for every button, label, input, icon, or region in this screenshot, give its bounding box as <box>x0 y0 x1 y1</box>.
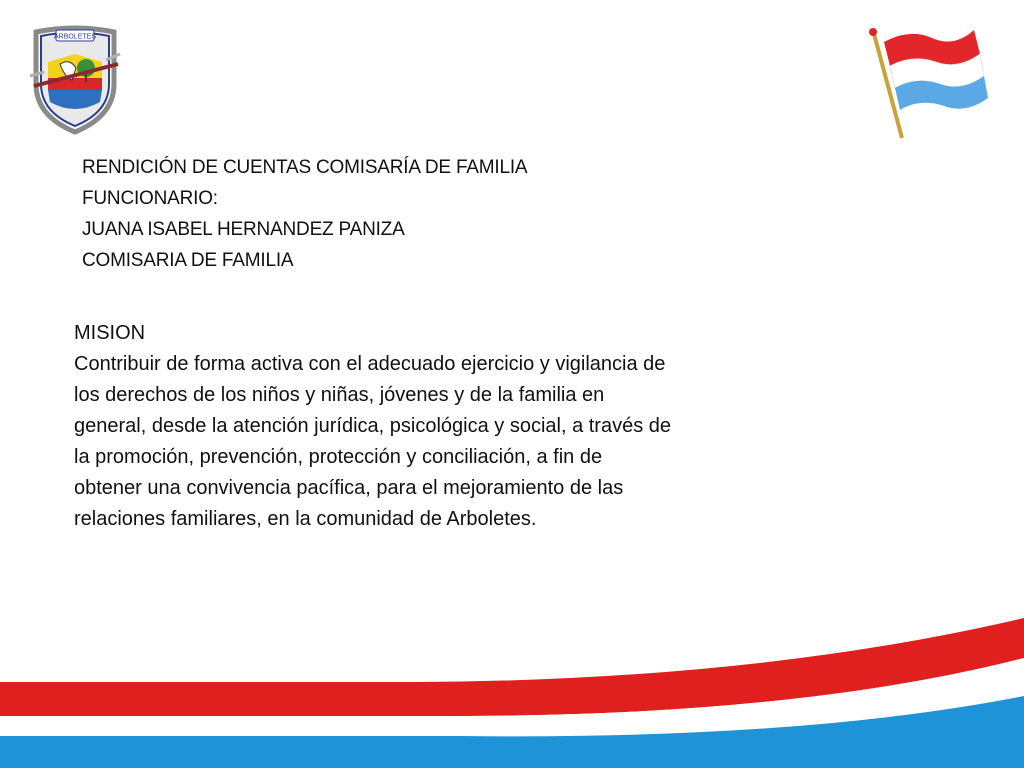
report-header <box>82 152 527 276</box>
mission-section <box>74 318 774 535</box>
report-title: RENDICIÓN DE CUENTAS COMISARÍA DE FAMILIA <box>82 157 528 178</box>
official-label: FUNCIONARIO: <box>82 188 218 209</box>
flag-swoosh-decoration <box>0 610 1024 768</box>
shield-banner-text: ARBOLETES <box>53 33 97 41</box>
mission-title: MISION <box>74 322 146 344</box>
official-position: COMISARIA DE FAMILIA <box>82 250 294 271</box>
mission-text: Contribuir de forma activa con el adecuado ejercicio y vigilancia de los derechos de los niños y niñas, jóvenes y de la familia en general, desde la atención jurídica, psicológica y social, a través de la promoción, prevención, protección y conciliación, a fin de obtener una convivencia pacífica, para el mejoramiento de las relaciones familiares, en la comunidad de Arboletes. <box>74 353 672 530</box>
official-name: JUANA ISABEL HERNANDEZ PANIZA <box>82 219 405 240</box>
arboletes-shield-icon <box>26 24 124 136</box>
arboletes-flag-icon <box>862 22 992 140</box>
